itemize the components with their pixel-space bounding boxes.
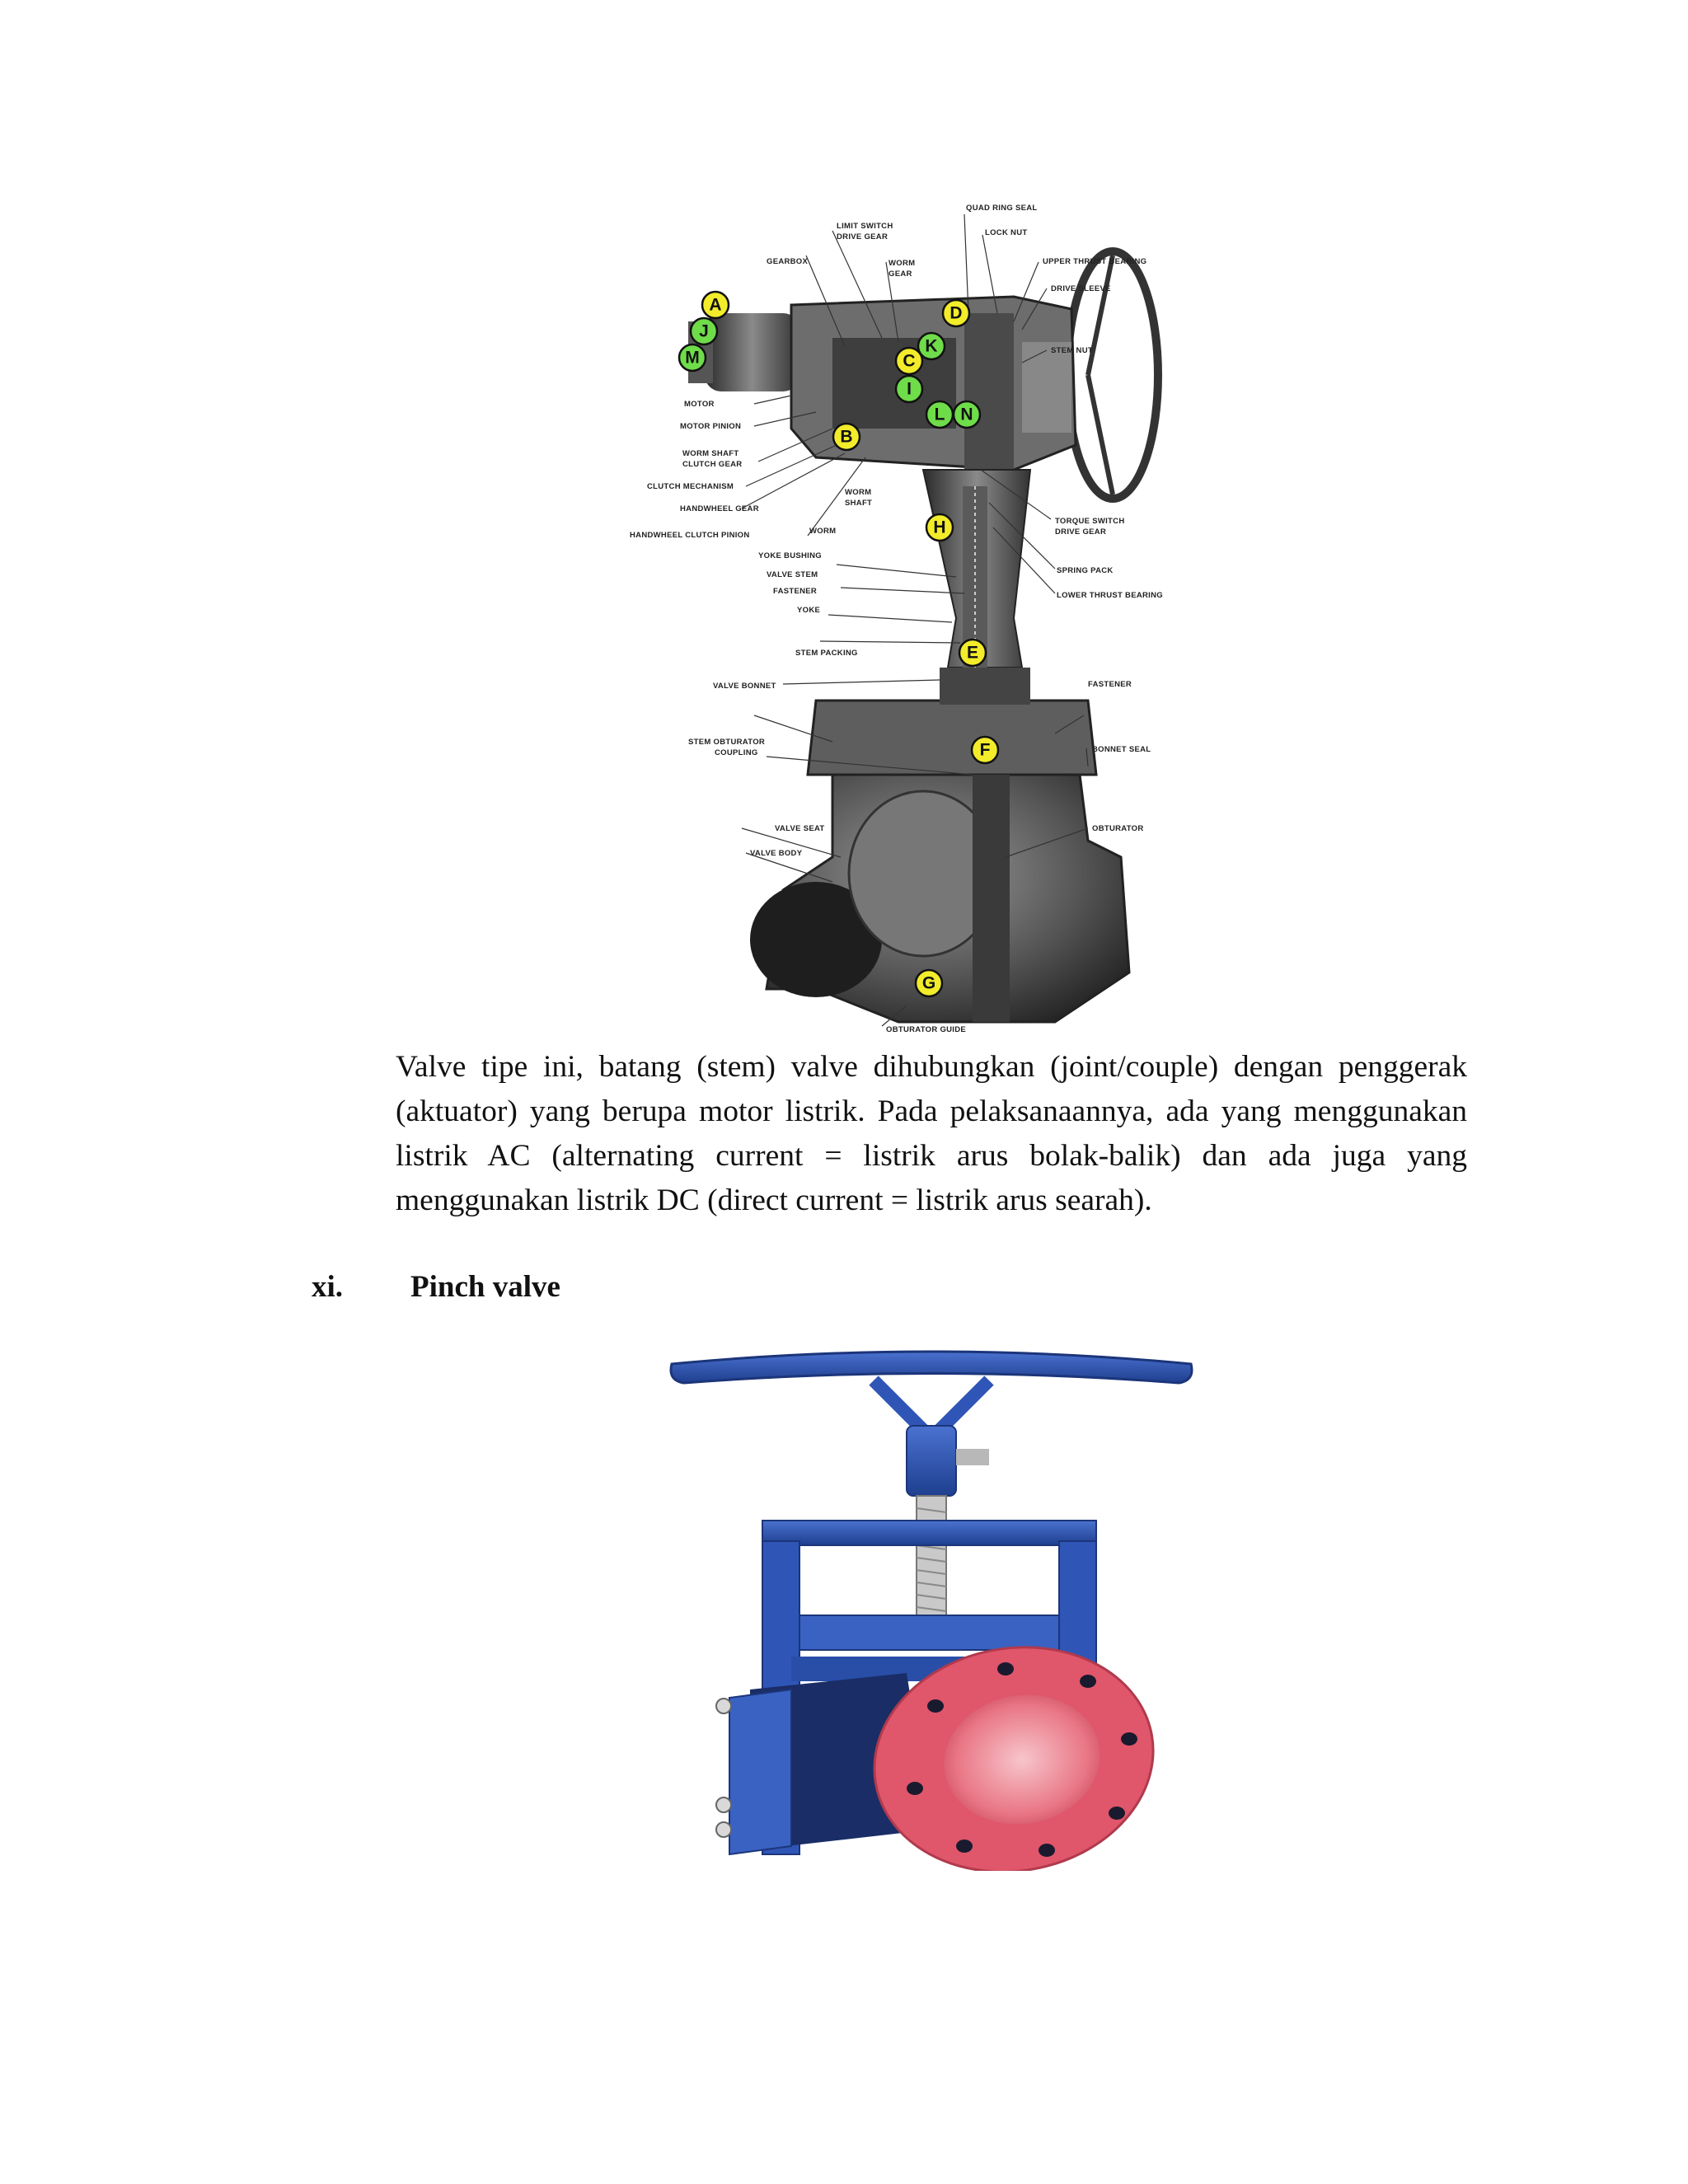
label-motor-pinion: MOTOR PINION [680, 422, 742, 431]
label-worm-shaft-clutch-2: CLUTCH GEAR [682, 460, 743, 469]
label-valve-bonnet: VALVE BONNET [713, 682, 776, 691]
label-worm-gear: WORM [889, 259, 916, 268]
label-worm-gear-2: GEAR [889, 269, 912, 279]
label-valve-body: VALVE BODY [750, 849, 803, 858]
marker-d: D [950, 303, 963, 323]
label-valve-seat: VALVE SEAT [775, 824, 825, 833]
marker-j: J [699, 321, 709, 341]
pinch-valve-figure [659, 1343, 1203, 1871]
label-fastener-upper: FASTENER [773, 587, 818, 596]
label-clutch-mechanism: CLUTCH MECHANISM [647, 482, 734, 491]
label-worm-shaft-clutch: WORM SHAFT [682, 449, 739, 458]
marker-m: M [685, 348, 700, 368]
marker-g: G [921, 973, 936, 993]
label-stem-obturator-2: COUPLING [715, 748, 758, 757]
marker-c: C [903, 351, 916, 371]
label-lock-nut: LOCK NUT [985, 228, 1028, 237]
label-handwheel-gear: HANDWHEEL GEAR [680, 504, 759, 513]
actuator-valve-figure [626, 198, 1228, 1043]
label-fastener-right: FASTENER [1088, 680, 1132, 689]
label-drive-sleeve: DRIVE SLEEVE [1051, 284, 1111, 293]
marker-k: K [925, 336, 938, 356]
label-worm-shaft: WORM [845, 488, 872, 497]
label-torque-switch-2: DRIVE GEAR [1055, 527, 1107, 537]
section-title: Pinch valve [410, 1270, 560, 1304]
marker-i: I [907, 379, 912, 399]
label-gearbox: GEARBOX [767, 257, 809, 266]
label-worm: WORM [809, 527, 837, 536]
section-number: xi. [312, 1270, 344, 1304]
label-limit-switch-2: DRIVE GEAR [837, 232, 889, 241]
label-stem-nut: STEM NUT [1051, 346, 1093, 355]
marker-n: N [960, 405, 973, 424]
marker-l: L [934, 405, 945, 424]
label-quad-ring-seal: QUAD RING SEAL [966, 204, 1038, 213]
body-paragraph: Valve tipe ini, batang (stem) valve dihubungkan (joint/couple) dengan penggerak (aktuator) yang berupa motor listrik. Pada pelaksanaannya, ada yang menggunakan listrik AC (alternating current = listrik arus bolak-balik) dan ada juga yang menggunakan listrik DC (direct current = listrik arus searah). [396, 1050, 1467, 1217]
label-stem-packing: STEM PACKING [795, 649, 858, 658]
label-torque-switch: TORQUE SWITCH [1055, 517, 1125, 526]
label-stem-obturator: STEM OBTURATOR [688, 738, 766, 747]
marker-f: F [979, 740, 991, 760]
marker-b: B [840, 427, 853, 447]
label-motor: MOTOR [684, 400, 715, 409]
label-yoke-bushing: YOKE BUSHING [758, 551, 822, 560]
marker-a: A [709, 295, 722, 315]
label-limit-switch: LIMIT SWITCH [837, 222, 893, 231]
marker-h: H [933, 518, 946, 537]
label-lower-thrust-bearing: LOWER THRUST BEARING [1057, 591, 1163, 600]
label-spring-pack: SPRING PACK [1057, 566, 1114, 575]
label-valve-stem: VALVE STEM [767, 570, 818, 579]
label-yoke: YOKE [797, 606, 821, 615]
label-bonnet-seal: BONNET SEAL [1092, 745, 1151, 754]
label-obturator-guide: OBTURATOR GUIDE [886, 1025, 967, 1034]
label-upper-thrust-bearing: UPPER THRUST BEARING [1043, 257, 1147, 266]
label-obturator: OBTURATOR [1092, 824, 1144, 833]
label-worm-shaft-2: SHAFT [845, 499, 873, 508]
label-handwheel-clutch-pinion: HANDWHEEL CLUTCH PINION [630, 531, 750, 540]
marker-e: E [966, 643, 979, 663]
